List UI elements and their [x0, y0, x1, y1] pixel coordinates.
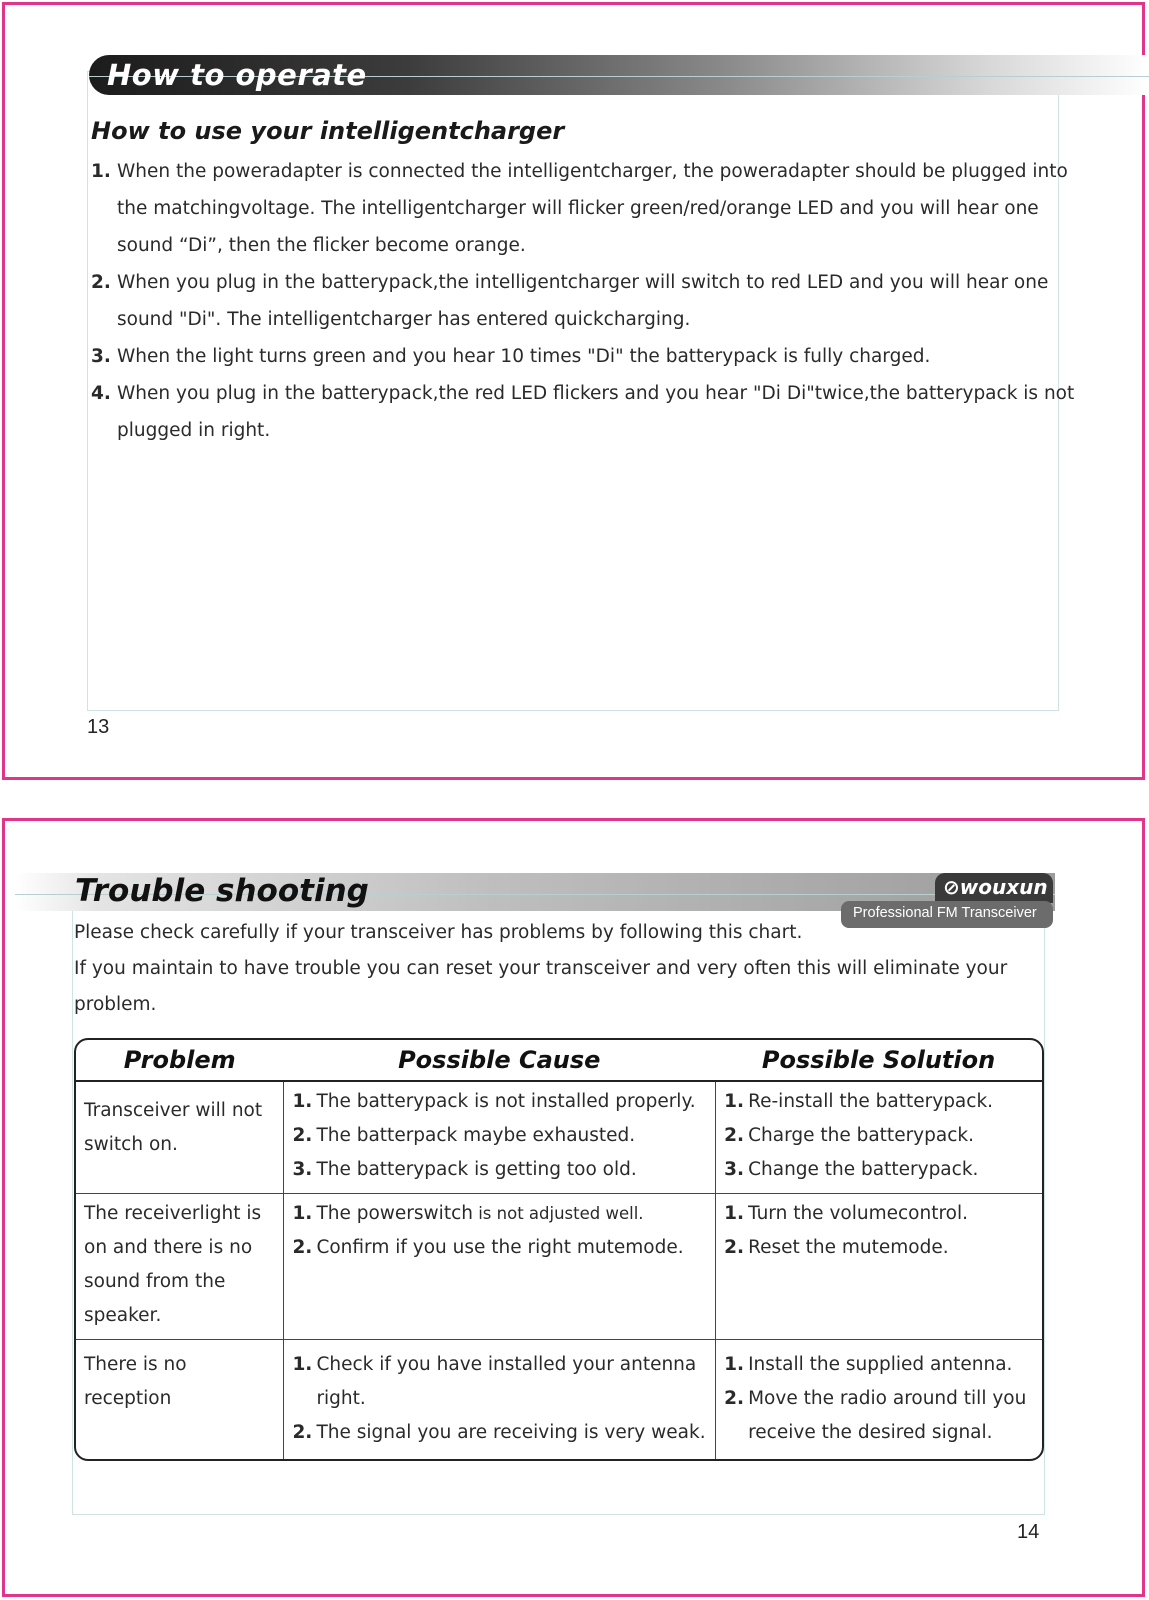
- cause-cell: [283, 1193, 715, 1339]
- solution-item: 2. Move the radio around till you receive the desired signal.: [724, 1388, 1027, 1443]
- cause-cell: [283, 1339, 715, 1459]
- section-title: How to operate: [107, 58, 367, 92]
- table-header-row: [76, 1040, 1042, 1082]
- brand-tagline: Professional FM Transceiver: [853, 905, 1037, 921]
- cause-item: 1. The powerswitch is not adjusted well.: [292, 1203, 644, 1224]
- table-row: [76, 1339, 1042, 1459]
- manual-page-14: [2, 818, 1145, 1597]
- step-number: 3.: [91, 346, 111, 367]
- solution-item: 2. Reset the mutemode.: [724, 1237, 949, 1258]
- page-number: 13: [87, 716, 110, 738]
- column-header-solution: Possible Solution: [715, 1040, 1042, 1082]
- step-item: [91, 153, 1091, 264]
- step-item: [91, 264, 1091, 338]
- cause-item: 1. Check if you have installed your antenna right.: [292, 1354, 697, 1409]
- cause-item: 1. The batterypack is not installed properly.: [292, 1091, 696, 1112]
- column-header-problem: Problem: [76, 1040, 283, 1082]
- table-row: [76, 1082, 1042, 1193]
- manual-page-13: [2, 2, 1145, 780]
- section-header-bar: [89, 55, 1149, 95]
- cause-item: 2. The signal you are receiving is very weak.: [292, 1422, 706, 1443]
- cause-cell: [283, 1082, 715, 1193]
- solution-item: 1. Re-install the batterypack.: [724, 1091, 994, 1112]
- solution-cell: [715, 1082, 1042, 1193]
- brand-name: ⊘wouxun: [943, 875, 1048, 899]
- problem-cell: There is no reception: [76, 1339, 283, 1459]
- cause-item: 3. The batterypack is getting too old.: [292, 1159, 637, 1180]
- intro-line: If you maintain to have trouble you can reset your transceiver and very often this will eliminate your problem.: [74, 958, 1008, 1015]
- subheading: How to use your intelligentcharger: [91, 117, 565, 145]
- section-title: Trouble shooting: [75, 873, 369, 909]
- step-number: 4.: [91, 383, 111, 404]
- intro-text: [74, 915, 1034, 1023]
- cause-item: 2. The batterpack maybe exhausted.: [292, 1125, 636, 1146]
- step-text: When the light turns green and you hear 10 times "Di" the batterypack is fully charged.: [117, 346, 931, 367]
- brand-logo: [935, 873, 1053, 903]
- intro-line: Please check carefully if your transceiver has problems by following this chart.: [74, 922, 803, 943]
- solution-item: 2. Charge the batterypack.: [724, 1125, 974, 1146]
- table-row: [76, 1193, 1042, 1339]
- problem-cell: The receiverlight is on and there is no sound from the speaker.: [76, 1193, 283, 1339]
- step-text: When you plug in the batterypack,the intelligentcharger will switch to red LED and you will hear one sound "Di". The intelligentcharger has entered quickcharging.: [117, 272, 1049, 330]
- problem-cell: Transceiver will not switch on.: [84, 1100, 263, 1155]
- troubleshooting-table: [74, 1038, 1044, 1461]
- column-header-cause: Possible Cause: [283, 1040, 715, 1082]
- solution-item: 3. Change the batterypack.: [724, 1159, 979, 1180]
- solution-item: 1. Install the supplied antenna.: [724, 1354, 1013, 1375]
- solution-cell: [715, 1193, 1042, 1339]
- cause-item: 2. Confirm if you use the right mutemode.: [292, 1237, 684, 1258]
- step-number: 2.: [91, 272, 111, 293]
- step-text: When the poweradapter is connected the intelligentcharger, the poweradapter should be plugged into the matchingvoltage. The intelligentcharger will flicker green/red/orange LED and you will hear one sound “Di”, then the flicker become orange.: [117, 161, 1068, 256]
- step-item: [91, 375, 1091, 449]
- page-number: 14: [1017, 1521, 1040, 1543]
- step-item: [91, 338, 1091, 375]
- solution-cell: [715, 1339, 1042, 1459]
- solution-item: 1. Turn the volumecontrol.: [724, 1203, 968, 1224]
- step-text: When you plug in the batterypack,the red LED flickers and you hear "Di Di"twice,the batterypack is not plugged in right.: [117, 383, 1075, 441]
- charger-steps-list: [91, 153, 1091, 449]
- step-number: 1.: [91, 161, 111, 182]
